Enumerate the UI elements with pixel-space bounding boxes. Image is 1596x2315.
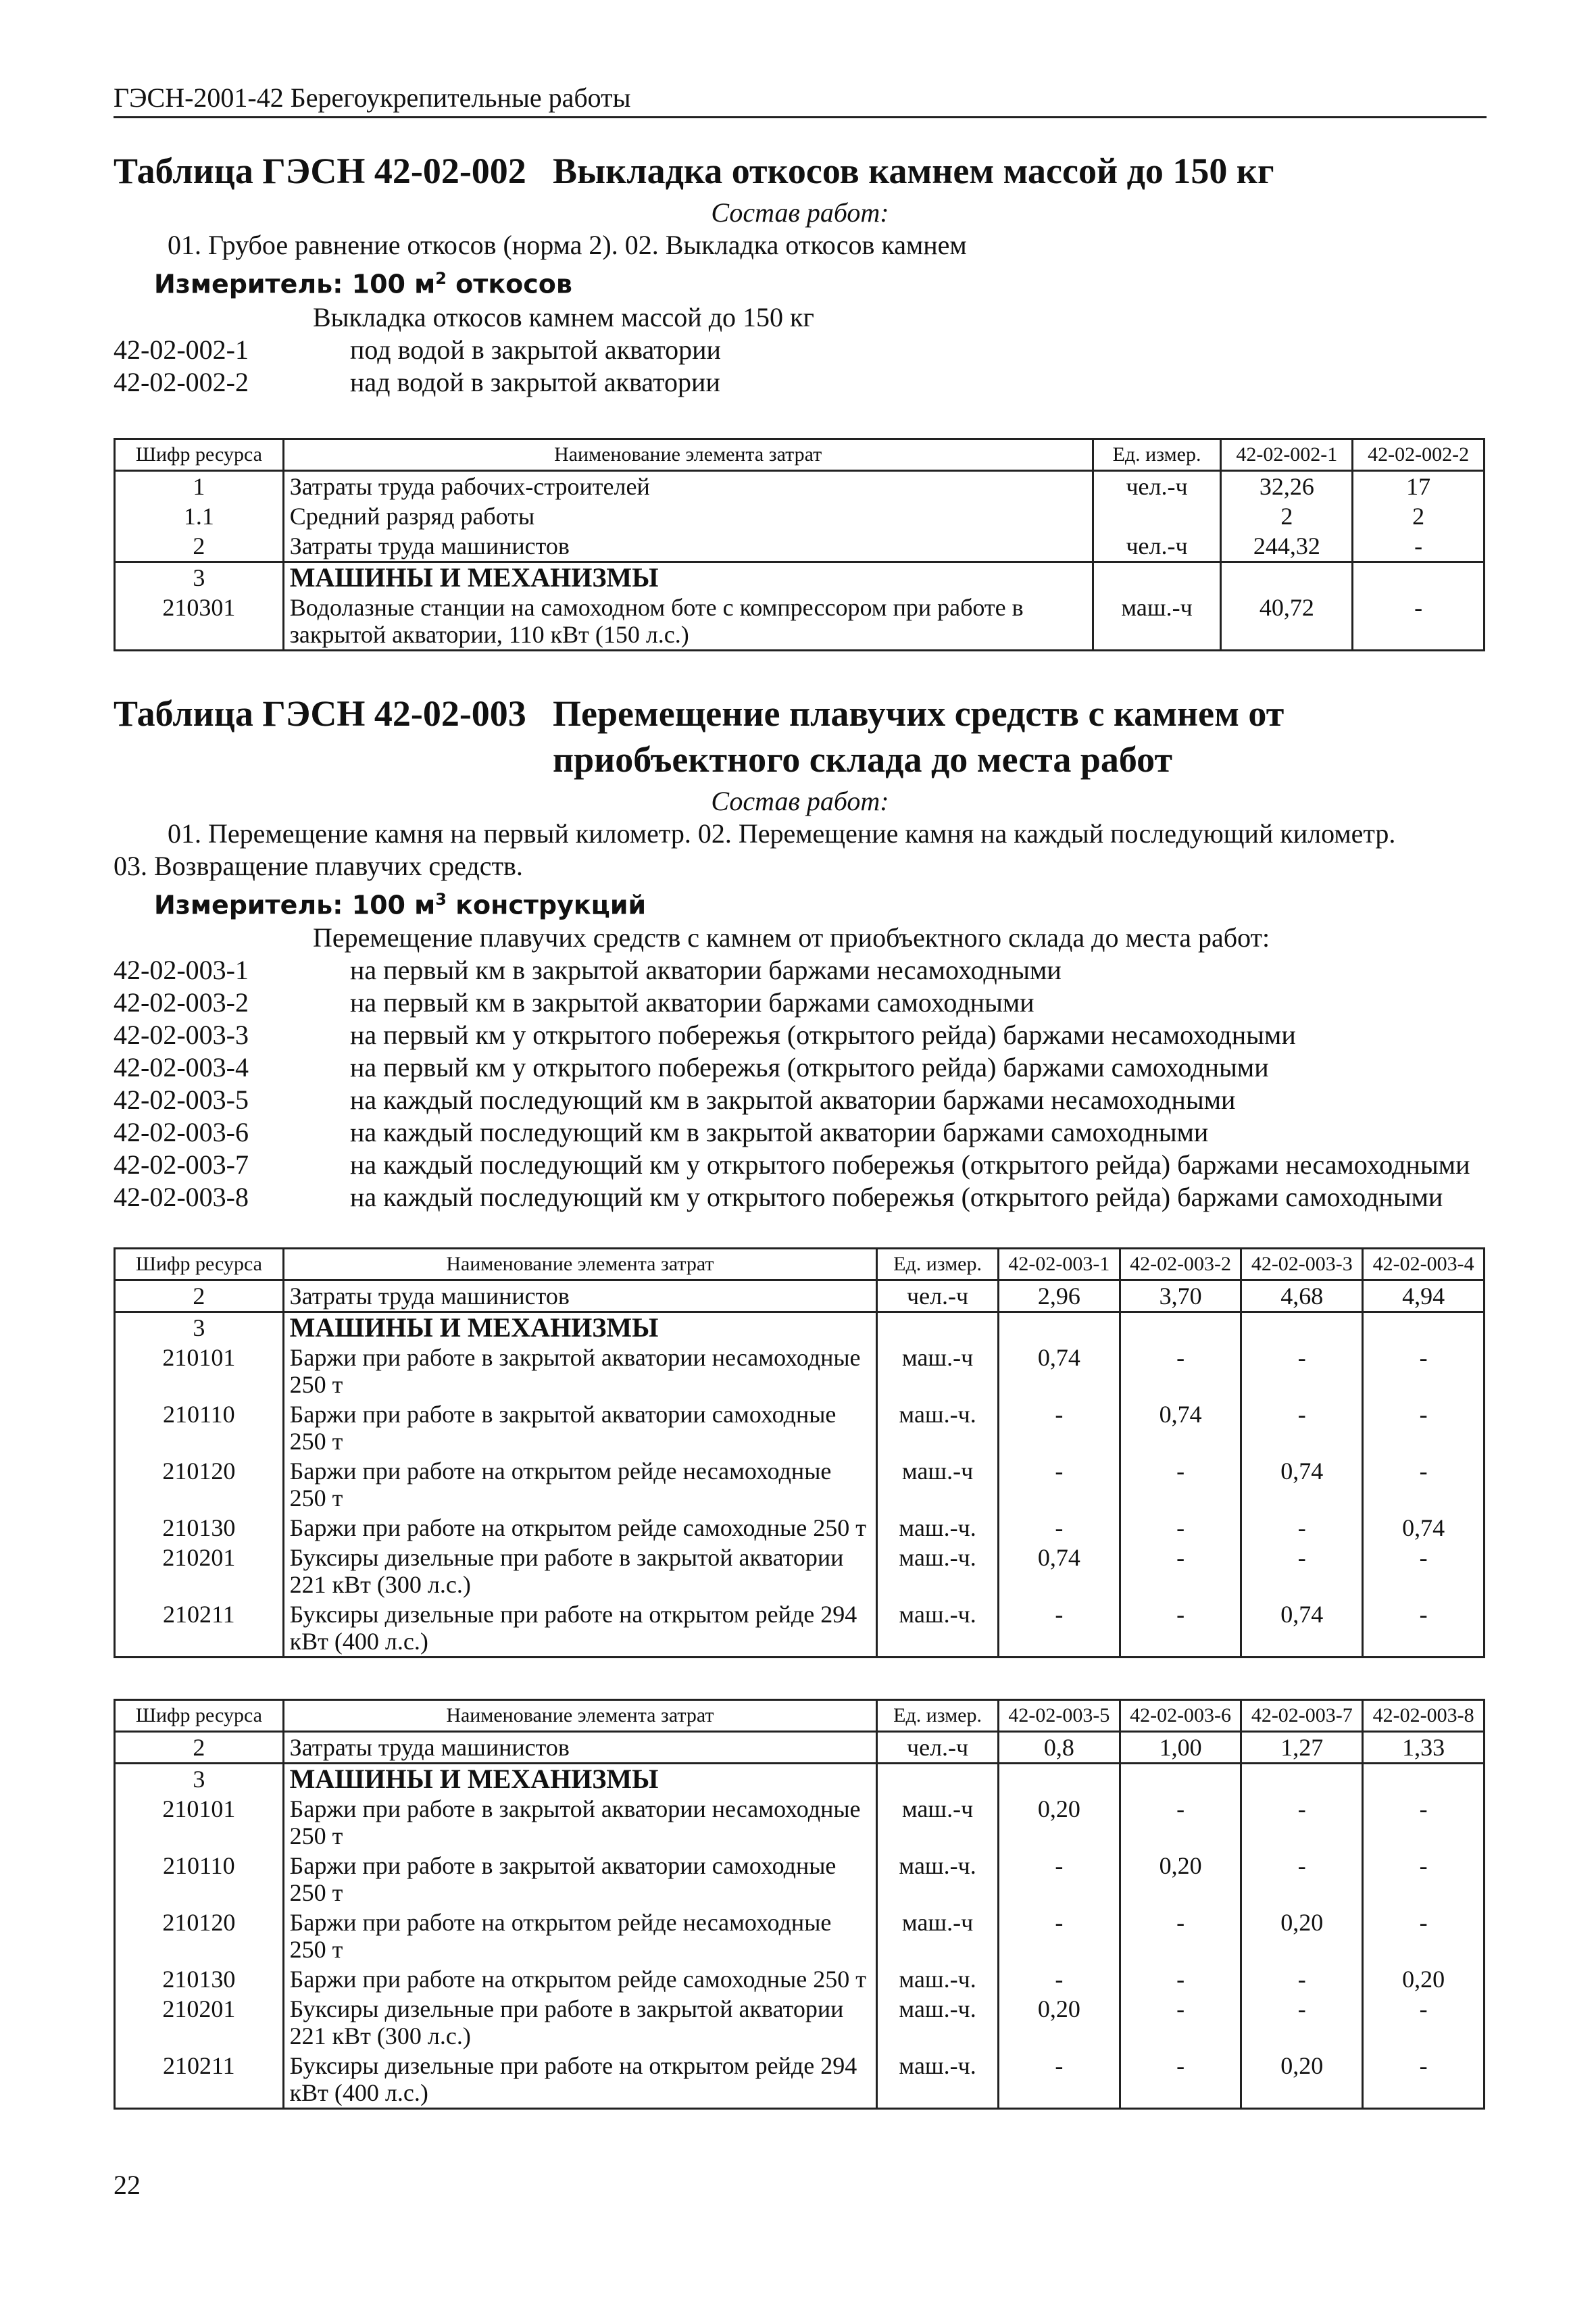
norm-value: [1241, 1764, 1363, 1795]
unit: маш.-ч.: [877, 1399, 999, 1456]
work-item-code: 42-02-002-1: [114, 334, 249, 365]
sostav-text: 01. Перемещение камня на первый километр. 02. Перемещение камня на каждый последующий километр.: [168, 818, 1396, 849]
table-row: [115, 1964, 1485, 1994]
table-row: [115, 2051, 1485, 2109]
table-row: [115, 1456, 1485, 1513]
table-row: [115, 1599, 1485, 1658]
work-item: [114, 1051, 1487, 1084]
column-header: 42-02-003-5: [998, 1700, 1120, 1732]
items-list: [114, 954, 1487, 1214]
norm-value: 0,74: [1241, 1456, 1363, 1513]
items-lead: Перемещение плавучих средств с камнем от приобъектного склада до места работ:: [313, 922, 1270, 953]
norm-value: [1241, 1312, 1363, 1343]
column-header: 42-02-003-1: [998, 1249, 1120, 1280]
norm-value: 2: [1353, 501, 1485, 531]
column-header: 42-02-002-2: [1353, 439, 1485, 470]
norm-value: -: [1363, 1456, 1485, 1513]
norm-value: -: [1120, 1908, 1241, 1964]
resource-table-002: [114, 438, 1485, 651]
norm-value: -: [1120, 1794, 1241, 1851]
unit: маш.-ч: [877, 1908, 999, 1964]
table-row: [115, 531, 1485, 562]
norm-value: 1,33: [1363, 1732, 1485, 1764]
column-header: 42-02-002-1: [1221, 439, 1353, 470]
norm-value: -: [998, 2051, 1120, 2109]
resource-code: 3: [115, 1764, 284, 1795]
work-item-code: 42-02-002-2: [114, 366, 249, 397]
items-lead: Выкладка откосов камнем массой до 150 кг: [313, 301, 814, 332]
norm-value: [998, 1764, 1120, 1795]
unit: маш.-ч.: [877, 1994, 999, 2051]
work-item-text: на каждый последующий км в закрытой акватории баржами несамоходными: [350, 1085, 1236, 1116]
resource-code: 2: [115, 1732, 284, 1764]
work-item-code: 42-02-003-4: [114, 1052, 249, 1083]
work-item-text: на первый км у открытого побережья (открытого рейда) баржами самоходными: [350, 1052, 1269, 1083]
norm-value: 2,96: [998, 1280, 1120, 1312]
norm-value: 0,74: [1120, 1399, 1241, 1456]
norm-value: 17: [1353, 470, 1485, 501]
table-row: [115, 1513, 1485, 1543]
norm-value: -: [998, 1399, 1120, 1456]
norm-value: -: [1363, 1543, 1485, 1599]
unit: маш.-ч: [877, 1343, 999, 1399]
work-item: [114, 1084, 1487, 1116]
unit: маш.-ч.: [877, 1851, 999, 1908]
work-item-code: 42-02-003-2: [114, 987, 249, 1018]
work-item-text: на первый км у открытого побережья (открытого рейда) баржами несамоходными: [350, 1020, 1296, 1051]
work-item-text: над водой в закрытой акватории: [350, 366, 720, 397]
resource-name: Водолазные станции на самоходном боте с компрессором при работе в закрытой акватории, 110 кВт (150 л.с.): [283, 593, 1093, 651]
norm-value: -: [1363, 2051, 1485, 2109]
document-page: [114, 81, 1487, 2110]
table-row: [115, 1851, 1485, 1908]
resource-code: 210201: [115, 1543, 284, 1599]
resource-name: Баржи при работе в закрытой акватории несамоходные 250 т: [283, 1794, 877, 1851]
resource-name: Буксиры дизельные при работе в закрытой акватории 221 кВт (300 л.с.): [283, 1994, 877, 2051]
table-name: Перемещение плавучих средств с камнем от приобъектного склада до места работ: [553, 693, 1285, 780]
meter-line: Измеритель: 100 $м^3$ конструкций: [154, 889, 647, 920]
table-row: [115, 593, 1485, 651]
norm-value: -: [1120, 1599, 1241, 1658]
resource-code: 210101: [115, 1343, 284, 1399]
unit: маш.-ч.: [877, 1599, 999, 1658]
norm-value: -: [1120, 1543, 1241, 1599]
resource-name: Баржи при работе на открытом рейде несамоходные 250 т: [283, 1456, 877, 1513]
resource-name: Баржи при работе в закрытой акватории самоходные 250 т: [283, 1399, 877, 1456]
column-header: Шифр ресурса: [115, 439, 284, 470]
table-row: [115, 470, 1485, 501]
norm-value: 0,8: [998, 1732, 1120, 1764]
resource-code: 2: [115, 531, 284, 562]
norm-value: 4,68: [1241, 1280, 1363, 1312]
unit: [1093, 501, 1221, 531]
column-header: 42-02-003-6: [1120, 1700, 1241, 1732]
column-header: Шифр ресурса: [115, 1700, 284, 1732]
norm-value: [1363, 1764, 1485, 1795]
unit: [1093, 562, 1221, 593]
unit: [877, 1312, 999, 1343]
norm-value: -: [1241, 1399, 1363, 1456]
norm-value: -: [1363, 1399, 1485, 1456]
norm-value: -: [1120, 2051, 1241, 2109]
sostav-text: 01. Грубое равнение откосов (норма 2). 02. Выкладка откосов камнем: [168, 230, 967, 260]
norm-value: 0,20: [998, 1994, 1120, 2051]
column-header: 42-02-003-4: [1363, 1249, 1485, 1280]
norm-value: 0,74: [1241, 1599, 1363, 1658]
resource-name: Затраты труда машинистов: [283, 531, 1093, 562]
norm-value: -: [1120, 1994, 1241, 2051]
table-row: [115, 1543, 1485, 1599]
resource-name: Буксиры дизельные при работе на открытом рейде 294 кВт (400 л.с.): [283, 2051, 877, 2109]
resource-code: 2: [115, 1280, 284, 1312]
unit: [877, 1764, 999, 1795]
resource-name: МАШИНЫ И МЕХАНИЗМЫ: [283, 1764, 877, 1795]
work-item-text: на первый км в закрытой акватории баржами самоходными: [350, 987, 1034, 1018]
resource-code: 3: [115, 1312, 284, 1343]
norm-value: -: [1353, 593, 1485, 651]
norm-value: [1120, 1312, 1241, 1343]
resource-code: 210101: [115, 1794, 284, 1851]
norm-value: -: [1120, 1343, 1241, 1399]
table-id: Таблица ГЭСН 42-02-002: [114, 151, 526, 191]
resource-table-003b: [114, 1699, 1485, 2110]
resource-name: Баржи при работе на открытом рейде самоходные 250 т: [283, 1964, 877, 1994]
resource-code: 210301: [115, 593, 284, 651]
resource-name: Баржи при работе в закрытой акватории самоходные 250 т: [283, 1851, 877, 1908]
norm-value: -: [998, 1851, 1120, 1908]
norm-value: -: [1120, 1964, 1241, 1994]
norm-value: -: [1241, 1513, 1363, 1543]
table-title-003: [114, 691, 1487, 782]
column-header: 42-02-003-3: [1241, 1249, 1363, 1280]
table-row: [115, 562, 1485, 593]
work-item: [114, 366, 1487, 399]
unit: чел.-ч: [877, 1732, 999, 1764]
resource-name: МАШИНЫ И МЕХАНИЗМЫ: [283, 562, 1093, 593]
norm-value: 0,20: [1363, 1964, 1485, 1994]
norm-value: -: [998, 1456, 1120, 1513]
resource-code: 3: [115, 562, 284, 593]
norm-value: -: [1363, 1599, 1485, 1658]
norm-value: -: [1241, 1851, 1363, 1908]
resource-code: 210201: [115, 1994, 284, 2051]
meter-line: Измеритель: 100 $м^2$ откосов: [154, 269, 572, 299]
norm-value: 244,32: [1221, 531, 1353, 562]
table-row: [115, 1908, 1485, 1964]
resource-code: 210110: [115, 1851, 284, 1908]
norm-value: 0,20: [998, 1794, 1120, 1851]
work-item-text: под водой в закрытой акватории: [350, 334, 721, 365]
resource-code: 210130: [115, 1964, 284, 1994]
norm-value: 1,00: [1120, 1732, 1241, 1764]
unit: маш.-ч: [877, 1794, 999, 1851]
column-header: 42-02-003-8: [1363, 1700, 1485, 1732]
norm-value: 2: [1221, 501, 1353, 531]
resource-name: Баржи при работе на открытом рейде несамоходные 250 т: [283, 1908, 877, 1964]
work-item: [114, 334, 1487, 366]
resource-name: МАШИНЫ И МЕХАНИЗМЫ: [283, 1312, 877, 1343]
unit: чел.-ч: [1093, 470, 1221, 501]
unit: маш.-ч: [1093, 593, 1221, 651]
unit: чел.-ч: [877, 1280, 999, 1312]
norm-value: -: [998, 1599, 1120, 1658]
work-item-code: 42-02-003-3: [114, 1020, 249, 1051]
resource-name: Баржи при работе в закрытой акватории несамоходные 250 т: [283, 1343, 877, 1399]
resource-name: Затраты труда машинистов: [283, 1732, 877, 1764]
table-row: [115, 1280, 1485, 1312]
unit: маш.-ч.: [877, 2051, 999, 2109]
resource-code: 210110: [115, 1399, 284, 1456]
norm-value: -: [1363, 1908, 1485, 1964]
unit: чел.-ч: [1093, 531, 1221, 562]
norm-value: 1,27: [1241, 1732, 1363, 1764]
resource-name: Затраты труда машинистов: [283, 1280, 877, 1312]
resource-code: 210120: [115, 1908, 284, 1964]
norm-value: [1120, 1764, 1241, 1795]
norm-value: -: [1353, 531, 1485, 562]
column-header: Ед. измер.: [1093, 439, 1221, 470]
column-header: Ед. измер.: [877, 1700, 999, 1732]
work-item: [114, 1149, 1487, 1181]
unit: маш.-ч.: [877, 1543, 999, 1599]
table-row: [115, 1399, 1485, 1456]
norm-value: [1221, 562, 1353, 593]
table-row: [115, 1764, 1485, 1795]
sostav-text-cont: 03. Возвращение плавучих средств.: [114, 850, 523, 881]
table-row: [115, 1794, 1485, 1851]
resource-name: Буксиры дизельные при работе в закрытой акватории 221 кВт (300 л.с.): [283, 1543, 877, 1599]
norm-value: 40,72: [1221, 593, 1353, 651]
resource-code: 210130: [115, 1513, 284, 1543]
table-title-002: [114, 148, 1487, 194]
table-row: [115, 1312, 1485, 1343]
resource-table-003a: [114, 1247, 1485, 1658]
table-row: [115, 1343, 1485, 1399]
column-header: Наименование элемента затрат: [283, 1249, 877, 1280]
norm-value: 0,74: [998, 1343, 1120, 1399]
resource-name: Буксиры дизельные при работе на открытом рейде 294 кВт (400 л.с.): [283, 1599, 877, 1658]
norm-value: 4,94: [1363, 1280, 1485, 1312]
norm-value: 0,20: [1120, 1851, 1241, 1908]
work-item: [114, 987, 1487, 1019]
norm-value: -: [1363, 1851, 1485, 1908]
table-row: [115, 1732, 1485, 1764]
norm-value: 0,20: [1241, 1908, 1363, 1964]
column-header: Шифр ресурса: [115, 1249, 284, 1280]
work-item-text: на каждый последующий км в закрытой акватории баржами самоходными: [350, 1117, 1209, 1148]
norm-value: 0,20: [1241, 2051, 1363, 2109]
norm-value: 32,26: [1221, 470, 1353, 501]
norm-value: -: [1241, 1994, 1363, 2051]
work-item-text: на каждый последующий км у открытого побережья (открытого рейда) баржами несамоходными: [350, 1149, 1470, 1180]
work-item-text: на каждый последующий км у открытого побережья (открытого рейда) баржами самоходными: [350, 1182, 1443, 1213]
work-item: [114, 1116, 1487, 1149]
work-item-code: 42-02-003-5: [114, 1085, 249, 1116]
column-header: Наименование элемента затрат: [283, 439, 1093, 470]
work-item: [114, 954, 1487, 987]
sostav-label: Состав работ:: [711, 785, 889, 816]
norm-value: -: [1120, 1513, 1241, 1543]
items-list: [114, 334, 1487, 399]
norm-value: -: [998, 1513, 1120, 1543]
resource-code: 1: [115, 470, 284, 501]
norm-value: 0,74: [1363, 1513, 1485, 1543]
norm-value: [998, 1312, 1120, 1343]
norm-value: -: [998, 1964, 1120, 1994]
column-header: Ед. измер.: [877, 1249, 999, 1280]
norm-value: -: [998, 1908, 1120, 1964]
norm-value: -: [1241, 1794, 1363, 1851]
work-item: [114, 1019, 1487, 1051]
resource-name: Затраты труда рабочих-строителей: [283, 470, 1093, 501]
work-item-code: 42-02-003-1: [114, 955, 249, 986]
resource-code: 210120: [115, 1456, 284, 1513]
work-item-code: 42-02-003-8: [114, 1182, 249, 1213]
work-item-text: на первый км в закрытой акватории баржами несамоходными: [350, 955, 1062, 986]
column-header: 42-02-003-2: [1120, 1249, 1241, 1280]
resource-code: 210211: [115, 2051, 284, 2109]
resource-code: 210211: [115, 1599, 284, 1658]
norm-value: -: [1241, 1543, 1363, 1599]
norm-value: -: [1363, 1994, 1485, 2051]
column-header: 42-02-003-7: [1241, 1700, 1363, 1732]
unit: маш.-ч.: [877, 1964, 999, 1994]
work-item-code: 42-02-003-7: [114, 1149, 249, 1180]
page-number: 22: [114, 2170, 141, 2200]
table-row: [115, 1994, 1485, 2051]
norm-value: 3,70: [1120, 1280, 1241, 1312]
work-item: [114, 1181, 1487, 1214]
norm-value: -: [1241, 1343, 1363, 1399]
sostav-label: Состав работ:: [711, 197, 889, 228]
norm-value: -: [1363, 1794, 1485, 1851]
work-item-code: 42-02-003-6: [114, 1117, 249, 1148]
unit: маш.-ч: [877, 1456, 999, 1513]
norm-value: -: [1363, 1343, 1485, 1399]
norm-value: -: [1241, 1964, 1363, 1994]
norm-value: [1363, 1312, 1485, 1343]
table-name: Выкладка откосов камнем массой до 150 кг: [553, 151, 1274, 191]
norm-value: 0,74: [998, 1543, 1120, 1599]
table-row: [115, 501, 1485, 531]
norm-value: -: [1120, 1456, 1241, 1513]
norm-value: [1353, 562, 1485, 593]
resource-code: 1.1: [115, 501, 284, 531]
resource-name: Средний разряд работы: [283, 501, 1093, 531]
table-id: Таблица ГЭСН 42-02-003: [114, 693, 526, 734]
unit: маш.-ч.: [877, 1513, 999, 1543]
column-header: Наименование элемента затрат: [283, 1700, 877, 1732]
running-header: ГЭСН-2001-42 Берегоукрепительные работы: [114, 81, 1487, 118]
resource-name: Баржи при работе на открытом рейде самоходные 250 т: [283, 1513, 877, 1543]
